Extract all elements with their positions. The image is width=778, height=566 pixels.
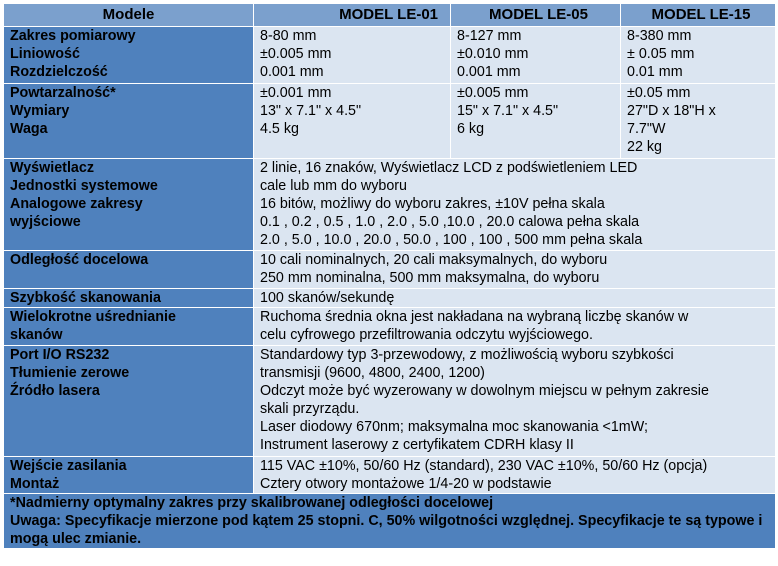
display-value: 2 linie, 16 znaków, Wyświetlacz LCD z podświetleniem LED [260,160,638,176]
target-distance-mm: 250 mm nominalna, 500 mm maksymalna, do wyboru [260,270,600,286]
le05-resolution: 0.001 mm [457,64,521,80]
rs232-line1: Standardowy typ 3-przewodowy, z możliwością wyboru szybkości [260,347,674,363]
zero-line2: skali przyrządu. [260,401,360,417]
label-analog-ranges-cont: wyjściowe [10,214,81,230]
footer-row [4,494,776,549]
row-scan-averaging [4,308,776,346]
le05-cell [451,84,621,159]
header-models: Modele [4,4,254,27]
power-mounting-values [254,457,776,494]
analog-inch-ranges: 0.1 , 0.2 , 0.5 , 1.0 , 2.0 , 5.0 ,10.0 , 20.0 calowa pełna skala [260,214,640,230]
zero-line1: Odczyt może być wyzerowany w dowolnym miejscu w pełnym zakresie [260,383,709,399]
rs232-line2: transmisji (9600, 4800, 2400, 1200) [260,365,485,381]
footnote-repeatability: *Nadmierny optymalny zakres przy skalibrowanej odległości docelowej [10,495,494,511]
le05-range: 8-127 mm [457,28,522,44]
le15-range: 8-380 mm [627,28,692,44]
label-measuring-range: Zakres pomiarowy [10,28,136,44]
analog-mm-ranges: 2.0 , 5.0 , 10.0 , 20.0 , 50.0 , 100 , 100 , 500 mm pełna skala [260,232,643,248]
label-target-distance: Odległość docelowa [4,251,254,289]
label-resolution: Rozdzielczość [10,64,108,80]
le01-cell [254,27,451,84]
le01-dimensions: 13" x 7.1" x 4.5" [260,103,362,119]
le01-linearity: ±0.005 mm [260,46,332,62]
label-scan-averaging-cont: skanów [10,327,63,343]
footnote-conditions: Uwaga: Specyfikacje mierzone pod kątem 25 stopni. C, 50% wilgotności względnej. Specyfikacje te są typowe i mogą ulec zmianie. [10,513,763,547]
le15-linearity: ± 0.05 mm [627,46,695,62]
header-le-05: MODEL LE-05 [451,4,621,27]
laser-line2: Instrument laserowy z certyfikatem CDRH klasy II [260,437,574,453]
label-dimensions: Wymiary [10,103,70,119]
le15-weight: 22 kg [627,139,662,155]
scan-speed-value: 100 skanów/sekundę [254,289,776,308]
target-distance-inch: 10 cali nominalnych, 20 cali maksymalnych, do wyboru [260,252,608,268]
le05-linearity: ±0.010 mm [457,46,529,62]
header-le-01: MODEL LE-01 [254,4,451,27]
le01-resolution: 0.001 mm [260,64,324,80]
le05-repeatability: ±0.005 mm [457,85,529,101]
header-le-15: MODEL LE-15 [621,4,776,27]
le15-repeatability: ±0.05 mm [627,85,691,101]
power-input-value: 115 VAC ±10%, 50/60 Hz (standard), 230 VAC ±10%, 50/60 Hz (opcja) [260,458,708,474]
header-row [4,4,776,27]
le01-weight: 4.5 kg [260,121,299,137]
label-weight: Waga [10,121,48,137]
laser-line1: Laser diodowy 670nm; maksymalna moc skanowania <1mW; [260,419,648,435]
label-mounting: Montaż [10,476,60,492]
le05-dimensions: 15" x 7.1" x 4.5" [457,103,559,119]
label-laser-source: Źródło lasera [10,383,100,399]
specification-table [3,3,776,549]
row-power-mounting [4,457,776,494]
label-cell [4,346,254,457]
label-system-units: Jednostki systemowe [10,178,158,194]
le01-repeatability: ±0.001 mm [260,85,332,101]
label-cell [4,159,254,251]
row-range-linearity-resolution [4,27,776,84]
units-value: cale lub mm do wyboru [260,178,408,194]
target-distance-values [254,251,776,289]
label-cell [4,27,254,84]
label-scan-averaging: Wielokrotne uśrednianie [10,309,176,325]
le05-cell [451,27,621,84]
le15-dimensions-line2: 7.7"W [627,121,666,137]
analog-bits-value: 16 bitów, możliwy do wyboru zakres, ±10V pełna skala [260,196,605,212]
port-zero-laser-values [254,346,776,457]
label-cell [4,84,254,159]
label-cell [4,308,254,346]
le15-cell [621,27,776,84]
label-repeatability: Powtarzalność* [10,85,116,101]
row-port-zero-laser [4,346,776,457]
footer-notes [4,494,776,549]
le15-cell [621,84,776,159]
le15-resolution: 0.01 mm [627,64,683,80]
scan-averaging-line1: Ruchoma średnia okna jest nakładana na wybraną liczbę skanów w [260,309,689,325]
row-display-units-analog [4,159,776,251]
label-display: Wyświetlacz [10,160,94,176]
row-repeatability-dimensions-weight [4,84,776,159]
mounting-value: Cztery otwory montażowe 1/4-20 w podstawie [260,476,552,492]
label-linearity: Liniowość [10,46,80,62]
label-cell [4,457,254,494]
label-analog-ranges: Analogowe zakresy [10,196,143,212]
label-zero-suppression: Tłumienie zerowe [10,365,130,381]
label-scan-speed: Szybkość skanowania [4,289,254,308]
le01-cell [254,84,451,159]
le15-dimensions-line1: 27"D x 18"H x [627,103,716,119]
scan-averaging-line2: celu cyfrowego przefiltrowania odczytu wyjściowego. [260,327,593,343]
le01-range: 8-80 mm [260,28,317,44]
row-scan-speed [4,289,776,308]
scan-averaging-values [254,308,776,346]
label-power-input: Wejście zasilania [10,458,127,474]
label-rs232-port: Port I/O RS232 [10,347,110,363]
le05-weight: 6 kg [457,121,485,137]
row-target-distance [4,251,776,289]
display-units-analog-values [254,159,776,251]
